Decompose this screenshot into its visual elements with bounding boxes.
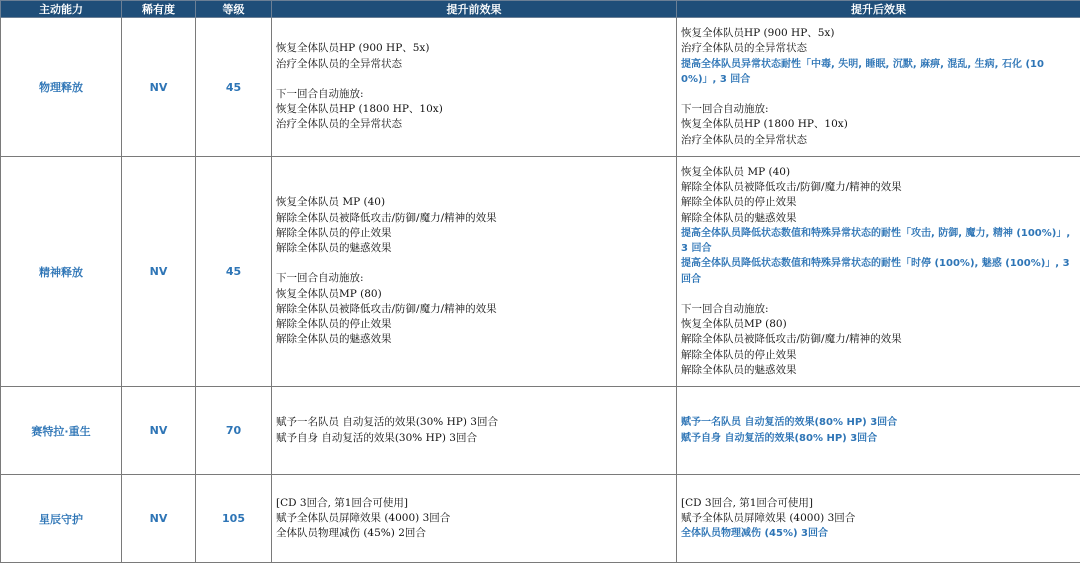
effect-line-highlight: 赋予一名队员 自动复活的效果(80% HP) 3回合 bbox=[681, 417, 898, 429]
table-row bbox=[1, 475, 1080, 563]
spacer-line bbox=[681, 87, 1077, 102]
effect-line: 解除全体队员的停止效果 bbox=[276, 226, 392, 239]
effect-line: 全体队员物理减伤 (45%) 2回合 bbox=[276, 527, 426, 540]
table-row bbox=[1, 387, 1080, 475]
before-effect-cell bbox=[272, 157, 677, 387]
effect-line: 解除全体队员的停止效果 bbox=[681, 196, 797, 209]
effect-line-highlight: 提高全体队员降低状态数值和特殊异常状态的耐性「攻击, 防御, 魔力, 精神 (100%)」, 3 回合 bbox=[681, 227, 1071, 255]
effect-line: 解除全体队员的停止效果 bbox=[276, 318, 392, 331]
before-effect-cell bbox=[272, 387, 677, 475]
after-effect-cell bbox=[677, 387, 1080, 475]
effect-line: 治疗全体队员的全异常状态 bbox=[681, 133, 807, 146]
effect-line: 恢复全体队员HP (900 HP、5x) bbox=[276, 42, 430, 55]
effect-line: 恢复全体队员HP (900 HP、5x) bbox=[681, 27, 835, 40]
effect-line: 解除全体队员的魅惑效果 bbox=[276, 333, 392, 346]
effect-line: 解除全体队员的魅惑效果 bbox=[681, 363, 797, 376]
ability-name: 精神释放 bbox=[1, 157, 122, 387]
effect-line: 恢复全体队员HP (1800 HP、10x) bbox=[681, 118, 848, 131]
level-cell: 45 bbox=[196, 157, 272, 387]
effect-line: 解除全体队员被降低攻击/防御/魔力/精神的效果 bbox=[276, 211, 497, 224]
effect-line-highlight: 赋予自身 自动复活的效果(80% HP) 3回合 bbox=[681, 432, 878, 444]
effect-line: 解除全体队员被降低攻击/防御/魔力/精神的效果 bbox=[276, 302, 497, 315]
header-before-effect: 提升前效果 bbox=[272, 1, 677, 18]
effect-line: 下一回合自动施放: bbox=[276, 272, 364, 285]
effect-line: 赋予全体队员屏障效果 (4000) 3回合 bbox=[681, 511, 856, 524]
effect-line: 治疗全体队员的全异常状态 bbox=[276, 118, 402, 131]
rarity-cell: NV bbox=[122, 475, 196, 563]
effect-line: 解除全体队员的魅惑效果 bbox=[276, 242, 392, 255]
rarity-cell: NV bbox=[122, 387, 196, 475]
ability-name: 星辰守护 bbox=[1, 475, 122, 563]
header-ability: 主动能力 bbox=[1, 1, 122, 18]
rarity-cell: NV bbox=[122, 18, 196, 157]
ability-name: 物理释放 bbox=[1, 18, 122, 157]
spacer-line bbox=[681, 287, 1077, 302]
effect-line: 恢复全体队员 MP (40) bbox=[276, 196, 386, 209]
effect-line: 治疗全体队员的全异常状态 bbox=[681, 42, 807, 55]
before-effect-cell bbox=[272, 475, 677, 563]
after-effect-cell bbox=[677, 18, 1080, 157]
effect-line: [CD 3回合, 第1回合可使用] bbox=[681, 496, 814, 509]
table-row bbox=[1, 157, 1080, 387]
effect-line: 解除全体队员的魅惑效果 bbox=[681, 211, 797, 224]
effect-line: 恢复全体队员MP (80) bbox=[276, 287, 382, 300]
header-level: 等级 bbox=[196, 1, 272, 18]
effect-line: [CD 3回合, 第1回合可使用] bbox=[276, 496, 409, 509]
level-cell: 45 bbox=[196, 18, 272, 157]
effect-line: 解除全体队员被降低攻击/防御/魔力/精神的效果 bbox=[681, 181, 902, 194]
table-row bbox=[1, 18, 1080, 157]
ability-name: 赛特拉·重生 bbox=[1, 387, 122, 475]
effect-line: 赋予全体队员屏障效果 (4000) 3回合 bbox=[276, 511, 451, 524]
after-effect-cell bbox=[677, 475, 1080, 563]
effect-line: 恢复全体队员HP (1800 HP、10x) bbox=[276, 103, 443, 116]
spacer-line bbox=[276, 72, 673, 87]
effect-line-highlight: 提高全体队员异常状态耐性「中毒, 失明, 睡眠, 沉默, 麻痹, 混乱, 生病, 石化 (100%)」, 3 回合 bbox=[681, 58, 1044, 85]
level-cell: 105 bbox=[196, 475, 272, 563]
effect-line: 恢复全体队员 MP (40) bbox=[681, 166, 791, 179]
effect-line: 恢复全体队员MP (80) bbox=[681, 318, 787, 331]
effect-line-highlight: 全体队员物理减伤 (45%) 3回合 bbox=[681, 528, 828, 540]
effect-line-highlight: 提高全体队员降低状态数值和特殊异常状态的耐性「时停 (100%), 魅惑 (100%)」, 3 回合 bbox=[681, 258, 1070, 285]
effect-line: 解除全体队员被降低攻击/防御/魔力/精神的效果 bbox=[681, 333, 902, 346]
header-after-effect: 提升后效果 bbox=[677, 1, 1080, 18]
effect-line: 下一回合自动施放: bbox=[681, 302, 769, 315]
effect-line: 解除全体队员的停止效果 bbox=[681, 348, 797, 361]
table-header-row bbox=[1, 1, 1080, 18]
effect-line: 下一回合自动施放: bbox=[276, 87, 364, 100]
effect-line: 赋予自身 自动复活的效果(30% HP) 3回合 bbox=[276, 431, 477, 444]
effect-line: 治疗全体队员的全异常状态 bbox=[276, 57, 402, 70]
spacer-line bbox=[276, 256, 673, 271]
after-effect-cell bbox=[677, 157, 1080, 387]
header-rarity: 稀有度 bbox=[122, 1, 196, 18]
effect-line: 赋予一名队员 自动复活的效果(30% HP) 3回合 bbox=[276, 416, 498, 429]
before-effect-cell bbox=[272, 18, 677, 157]
rarity-cell: NV bbox=[122, 157, 196, 387]
level-cell: 70 bbox=[196, 387, 272, 475]
effect-line: 下一回合自动施放: bbox=[681, 103, 769, 116]
